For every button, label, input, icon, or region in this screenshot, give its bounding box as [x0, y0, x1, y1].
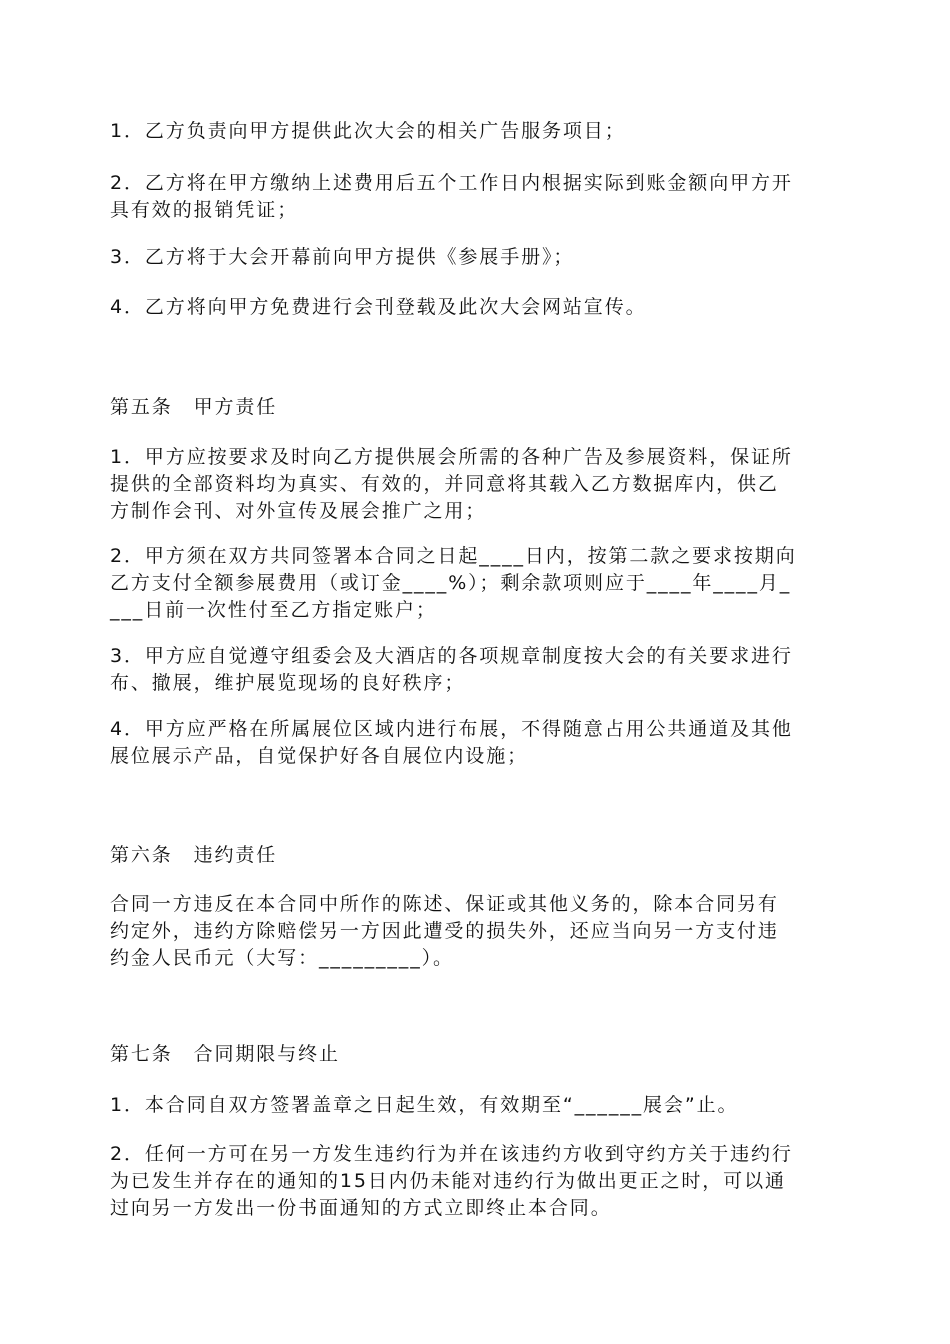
- paragraph-term-2: [110, 1141, 845, 1222]
- text-line: 1．甲方应按要求及时向乙方提供展会所需的各种广告及参展资料，保证所: [110, 446, 793, 468]
- text-line: ___日前一次性付至乙方指定账户；: [110, 599, 437, 621]
- text-line: 4．甲方应严格在所属展位区域内进行布展，不得随意占用公共通道及其他: [110, 718, 793, 740]
- paragraph-yi-duty-3: [110, 244, 845, 271]
- text-line: 第六条 违约责任: [110, 844, 278, 866]
- text-line: 提供的全部资料均为真实、有效的，并同意将其载入乙方数据库内，供乙: [110, 473, 779, 495]
- text-line: 3．甲方应自觉遵守组委会及大酒店的各项规章制度按大会的有关要求进行: [110, 645, 793, 667]
- text-line: 4．乙方将向甲方免费进行会刊登载及此次大会网站宣传。: [110, 296, 647, 318]
- text-line: 第五条 甲方责任: [110, 396, 278, 418]
- section-heading-article-7: [110, 1041, 845, 1068]
- text-line: 方制作会刊、对外宣传及展会推广之用；: [110, 500, 487, 522]
- text-line: 具有效的报销凭证；: [110, 199, 299, 221]
- paragraph-jia-duty-4: [110, 716, 845, 770]
- paragraph-jia-duty-1: [110, 444, 845, 525]
- paragraph-breach: [110, 891, 845, 972]
- section-heading-article-6: [110, 842, 845, 869]
- text-line: 乙方支付全额参展费用（或订金____%）；剩余款项则应于____年____月_: [110, 572, 792, 594]
- paragraph-jia-duty-3: [110, 643, 845, 697]
- text-line: 1．乙方负责向甲方提供此次大会的相关广告服务项目；: [110, 120, 626, 142]
- text-line: 3．乙方将于大会开幕前向甲方提供《参展手册》；: [110, 246, 575, 268]
- text-line: 约定外，违约方除赔偿另一方因此遭受的损失外，还应当向另一方支付违: [110, 920, 779, 942]
- text-line: 2．任何一方可在另一方发生违约行为并在该违约方收到守约方关于违约行: [110, 1143, 793, 1165]
- text-line: 1．本合同自双方签署盖章之日起生效，有效期至“______展会”止。: [110, 1094, 739, 1116]
- text-line: 2．甲方须在双方共同签署本合同之日起____日内，按第二款之要求按期向: [110, 545, 797, 567]
- text-line: 合同一方违反在本合同中所作的陈述、保证或其他义务的，除本合同另有: [110, 893, 779, 915]
- text-line: 展位展示产品，自觉保护好各自展位内设施；: [110, 745, 529, 767]
- text-line: 约金人民币元（大写：_________）。: [110, 947, 454, 969]
- text-line: 第七条 合同期限与终止: [110, 1043, 340, 1065]
- text-line: 过向另一方发出一份书面通知的方式立即终止本合同。: [110, 1197, 612, 1219]
- paragraph-term-1: [110, 1092, 845, 1119]
- paragraph-yi-duty-2: [110, 170, 845, 224]
- paragraph-jia-duty-2: [110, 543, 845, 624]
- text-line: 布、撤展，维护展览现场的良好秩序；: [110, 672, 466, 694]
- section-heading-article-5: [110, 394, 845, 421]
- paragraph-yi-duty-4: [110, 294, 845, 321]
- text-line: 为已发生并存在的通知的15日内仍未能对违约行为做出更正之时，可以通: [110, 1170, 786, 1192]
- text-line: 2．乙方将在甲方缴纳上述费用后五个工作日内根据实际到账金额向甲方开: [110, 172, 793, 194]
- paragraph-yi-duty-1: [110, 118, 845, 145]
